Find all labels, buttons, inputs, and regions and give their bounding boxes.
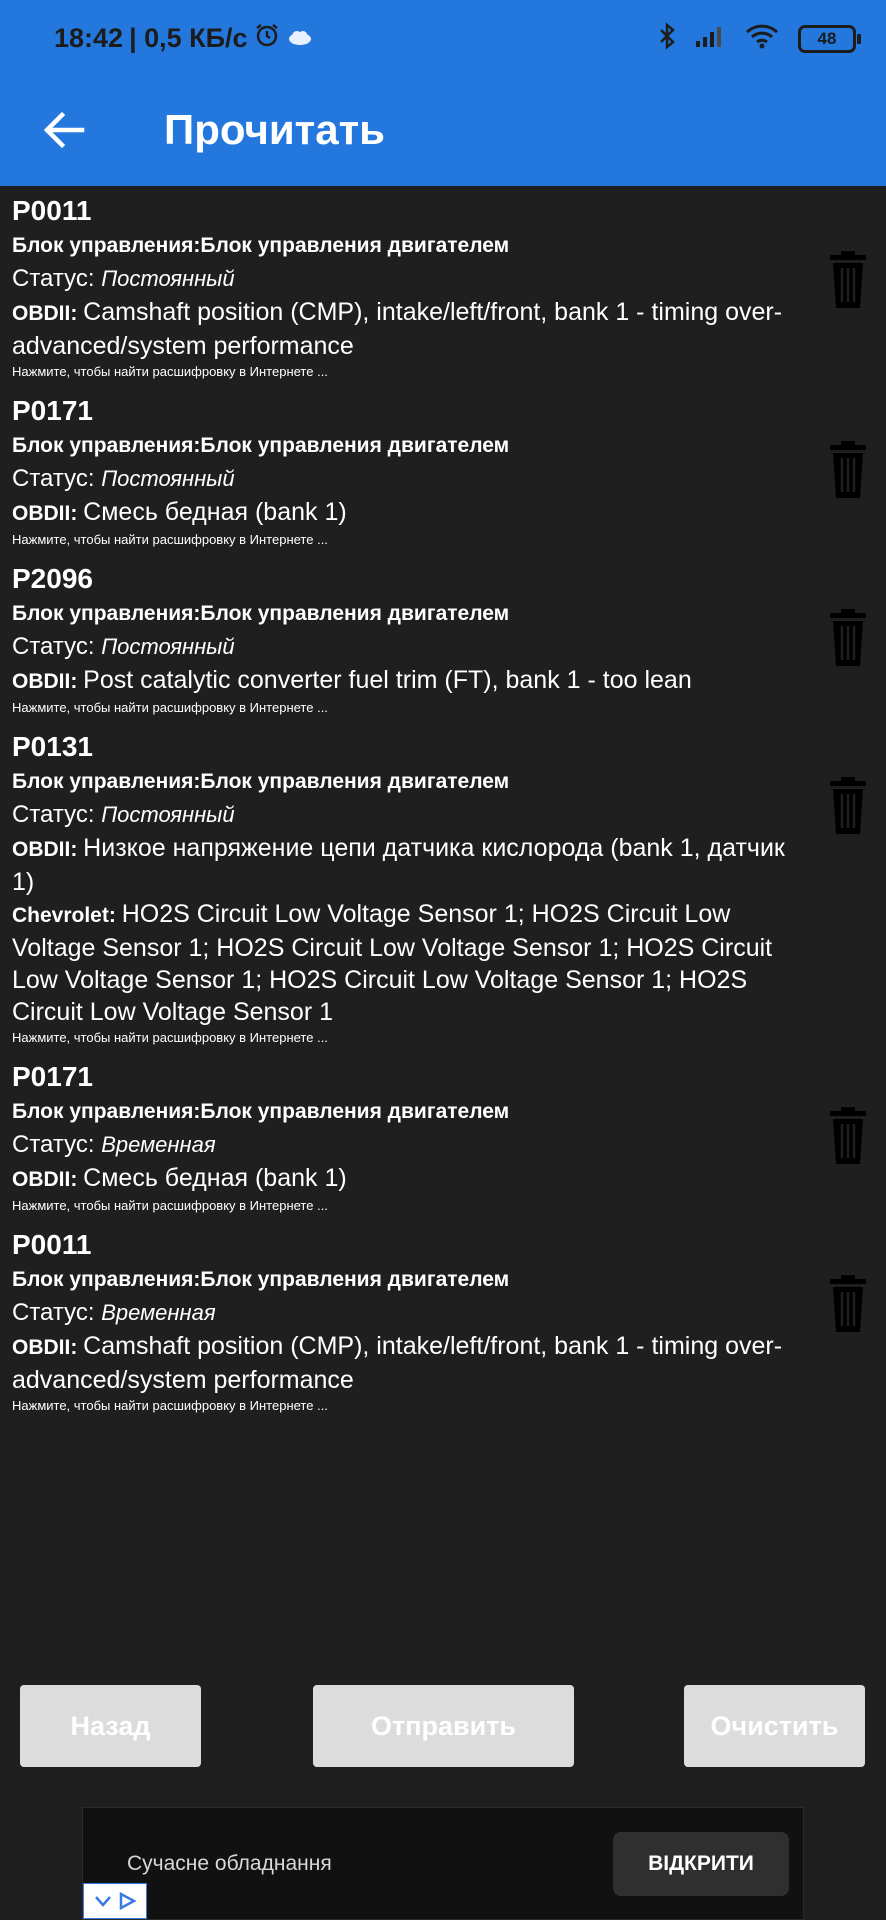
ad-text: Сучасне обладнання [127,1852,332,1875]
obdii-description: OBDII: Смесь бедная (bank 1) [12,1164,347,1192]
search-hint[interactable]: Нажмите, чтобы найти расшифровку в Интернете ... [12,700,328,715]
status-line: Статус: Постоянный [12,265,235,292]
trouble-code-list [0,186,886,1426]
status-line: Статус: Постоянный [12,633,235,660]
chevron-down-icon [93,1893,113,1909]
clear-button[interactable]: Очистить [684,1685,865,1767]
battery-icon [798,25,856,53]
trash-icon[interactable] [826,250,870,310]
ecu-line: Блок управления:Блок управления двигателем [12,770,510,793]
ad-open-button[interactable]: ВІДКРИТИ [613,1832,789,1896]
cloud-icon [286,23,314,54]
dtc-code: P0171 [12,1061,93,1092]
status-right [658,22,856,55]
search-hint[interactable]: Нажмите, чтобы найти расшифровку в Интернете ... [12,364,328,379]
ecu-line: Блок управления:Блок управления двигателем [12,1268,510,1291]
trash-icon[interactable] [826,440,870,500]
back-arrow-button[interactable] [36,102,92,158]
obdii-description: OBDII: Camshaft position (CMP), intake/left/front, bank 1 - timing over-advanced/system performance [12,298,783,360]
signal-icon [694,24,726,53]
ecu-line: Блок управления:Блок управления двигателем [12,434,510,457]
trash-icon[interactable] [826,608,870,668]
list-item[interactable] [0,560,886,718]
send-button[interactable]: Отправить [313,1685,574,1767]
page-title: Прочитать [164,106,385,153]
dtc-code: P2096 [12,563,93,594]
app-bar [0,78,886,186]
network-speed: | 0,5 КБ/с [129,23,248,53]
bluetooth-icon [658,22,676,55]
battery-level: 48 [817,28,837,48]
wifi-icon [744,23,780,54]
status-left [54,22,314,55]
list-item[interactable] [0,192,886,382]
search-hint[interactable]: Нажмите, чтобы найти расшифровку в Интернете ... [12,1198,328,1213]
status-line: Статус: Временная [12,1299,216,1326]
trash-icon[interactable] [826,1106,870,1166]
search-hint[interactable]: Нажмите, чтобы найти расшифровку в Интернете ... [12,1030,328,1045]
arrow-left-icon [42,108,86,152]
trash-icon[interactable] [826,1274,870,1334]
alarm-icon [254,22,280,55]
ecu-line: Блок управления:Блок управления двигателем [12,1100,510,1123]
ecu-line: Блок управления:Блок управления двигателем [12,602,510,625]
obdii-description: OBDII: Смесь бедная (bank 1) [12,498,347,526]
obdii-description: OBDII: Низкое напряжение цепи датчика кислорода (bank 1, датчик 1) [12,834,785,896]
play-outline-icon [117,1891,137,1911]
status-line: Статус: Постоянный [12,801,235,828]
dtc-code: P0131 [12,731,93,762]
list-item[interactable] [0,1226,886,1416]
ad-banner[interactable] [82,1807,804,1920]
obdii-description: OBDII: Post catalytic converter fuel trim (FT), bank 1 - too lean [12,666,692,694]
dtc-code: P0171 [12,395,93,426]
list-item[interactable] [0,392,886,550]
search-hint[interactable]: Нажмите, чтобы найти расшифровку в Интернете ... [12,1398,328,1413]
dtc-code: P0011 [12,1229,92,1260]
back-button[interactable]: Назад [20,1685,201,1767]
dtc-code: P0011 [12,195,92,226]
list-item[interactable] [0,1058,886,1216]
clock: 18:42 [54,23,124,53]
trash-icon[interactable] [826,776,870,836]
status-bar [0,0,886,78]
status-line: Статус: Постоянный [12,465,235,492]
search-hint[interactable]: Нажмите, чтобы найти расшифровку в Интернете ... [12,532,328,547]
ad-choices-icon[interactable] [83,1883,147,1919]
chevrolet-description: Chevrolet: HO2S Circuit Low Voltage Sensor 1; HO2S Circuit Low Voltage Sensor 1; HO2S Circuit Low Voltage Sensor 1; HO2S Circuit Low Voltage Sensor 1; HO2S Circuit Low Voltage Sensor 1; HO2S Circuit Low Voltage Sensor 1 [12,900,773,1026]
ecu-line: Блок управления:Блок управления двигателем [12,234,510,257]
status-line: Статус: Временная [12,1131,216,1158]
obdii-description: OBDII: Camshaft position (CMP), intake/left/front, bank 1 - timing over-advanced/system performance [12,1332,783,1394]
list-item[interactable] [0,728,886,1048]
